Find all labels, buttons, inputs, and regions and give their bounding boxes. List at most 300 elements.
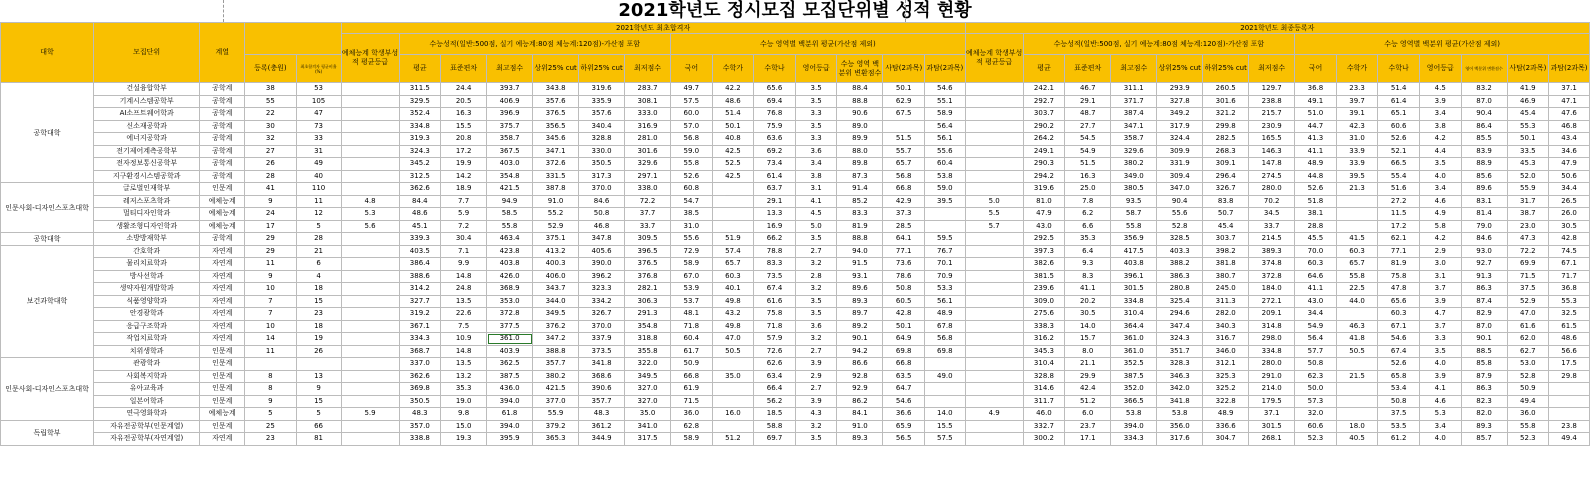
first-value-cell: 413.2 (533, 245, 579, 258)
final-value-cell: 14.0 (1065, 320, 1111, 333)
first-value-cell: 387.5 (487, 370, 533, 383)
unit-cell: 전자정보통신공학부 (94, 158, 200, 171)
first-arts-grade-cell (341, 308, 399, 321)
first-value-cell: 89.3 (837, 433, 883, 446)
final-value-cell: 45.4 (1203, 220, 1249, 233)
final-value-cell: 41.1 (1295, 145, 1337, 158)
final-score-col-header: 평균 (1023, 55, 1065, 83)
track-cell: 공학계 (200, 120, 245, 133)
final-value-cell (1336, 395, 1378, 408)
final-value-cell: 41.3 (1295, 133, 1337, 146)
final-value-cell: 34.4 (1295, 308, 1337, 321)
table-row (1, 395, 1590, 408)
first-arts-grade-cell (341, 383, 399, 396)
final-arts-grade-cell (965, 258, 1023, 271)
final-value-cell: 33.5 (1507, 145, 1549, 158)
first-value-cell: 83.3 (754, 258, 796, 271)
first-value-cell: 70.1 (925, 258, 966, 271)
first-value-cell: 3.9 (795, 395, 837, 408)
final-value-cell: 31.0 (1336, 133, 1378, 146)
final-value-cell: 34.4 (1549, 183, 1590, 196)
first-value-cell: 361.0 (487, 333, 533, 346)
enrolled-cell: 17 (245, 220, 296, 233)
final-value-cell: 396.1 (1111, 270, 1157, 283)
first-value-cell: 57.5 (671, 95, 713, 108)
final-value-cell: 46.8 (1549, 120, 1590, 133)
first-value-cell: 377.5 (487, 320, 533, 333)
final-value-cell: 48.9 (1295, 158, 1337, 171)
final-value-cell: 30.5 (1549, 220, 1590, 233)
first-value-cell: 357.6 (579, 108, 625, 121)
first-value-cell: 369.8 (399, 383, 441, 396)
final-value-cell: 51.4 (1378, 83, 1420, 96)
final-value-cell: 47.6 (1549, 108, 1590, 121)
first-value-cell: 387.8 (533, 183, 579, 196)
final-value-cell: 387.4 (1111, 108, 1157, 121)
final-value-cell: 3.9 (1419, 295, 1461, 308)
first-value-cell: 57.0 (671, 120, 713, 133)
table-row (1, 170, 1590, 183)
enrolled-cell: 8 (245, 383, 296, 396)
first-value-cell (712, 383, 754, 396)
first-value-cell: 94.2 (837, 345, 883, 358)
first-value-cell: 56.2 (754, 395, 796, 408)
final-value-cell: 60.3 (1378, 308, 1420, 321)
final-value-cell: 39.7 (1336, 95, 1378, 108)
track-cell: 인문계 (200, 420, 245, 433)
first-value-cell: 330.0 (579, 145, 625, 158)
first-value-cell: 338.8 (399, 433, 441, 446)
first-arts-grade-cell (341, 95, 399, 108)
first-value-cell: 2.7 (795, 245, 837, 258)
final-value-cell: 61.5 (1549, 320, 1590, 333)
ratio-cell: 28 (296, 233, 341, 246)
final-value-cell: 51.0 (1295, 108, 1337, 121)
final-value-cell: 32.5 (1549, 308, 1590, 321)
first-value-cell: 58.8 (754, 420, 796, 433)
first-value-cell: 349.5 (533, 308, 579, 321)
first-value-cell: 4.1 (795, 195, 837, 208)
first-value-cell: 59.5 (925, 233, 966, 246)
first-value-cell: 42.5 (712, 170, 754, 183)
final-value-cell: 299.8 (1203, 120, 1249, 133)
final-value-cell: 356.0 (1157, 420, 1203, 433)
first-value-cell: 405.6 (579, 245, 625, 258)
first-value-cell: 7.7 (441, 195, 487, 208)
table-row (1, 308, 1590, 321)
final-value-cell: 86.3 (1461, 283, 1507, 296)
final-value-cell: 334.8 (1111, 295, 1157, 308)
first-value-cell: 3.2 (795, 420, 837, 433)
first-value-cell: 53.9 (671, 283, 713, 296)
final-section-header: 2021학년도 최종등록자 (965, 23, 1589, 34)
first-value-cell: 376.8 (625, 270, 671, 283)
first-value-cell (712, 395, 754, 408)
final-value-cell: 3.9 (1419, 95, 1461, 108)
first-value-cell: 19.3 (441, 433, 487, 446)
enrolled-cell: 55 (245, 95, 296, 108)
first-arts-grade-cell (341, 233, 399, 246)
final-value-cell: 36.0 (1507, 408, 1549, 421)
page-title: 2021학년도 정시모집 모집단위별 성적 현황 (618, 0, 972, 21)
final-value-cell: 44.8 (1295, 170, 1337, 183)
final-value-cell: 394.0 (1111, 420, 1157, 433)
final-value-cell: 86.4 (1461, 120, 1507, 133)
final-value-cell: 53.8 (1157, 408, 1203, 421)
ratio-cell: 26 (296, 345, 341, 358)
final-value-cell: 275.6 (1023, 308, 1065, 321)
first-value-cell: 345.2 (399, 158, 441, 171)
final-pct-col-header: 수학나 (1378, 55, 1420, 83)
enrolled-group-header (245, 23, 341, 55)
final-value-cell: 290.2 (1023, 120, 1065, 133)
first-arts-grade-cell (341, 395, 399, 408)
first-value-cell: 372.8 (487, 308, 533, 321)
unit-cell: 응급구조학과 (94, 320, 200, 333)
final-value-cell: 85.5 (1461, 133, 1507, 146)
enrolled-cell: 30 (245, 120, 296, 133)
first-value-cell: 343.7 (533, 283, 579, 296)
track-cell: 자연계 (200, 295, 245, 308)
first-value-cell: 60.8 (671, 183, 713, 196)
final-value-cell: 321.2 (1203, 108, 1249, 121)
first-value-cell (925, 383, 966, 396)
first-value-cell: 331.5 (533, 170, 579, 183)
final-value-cell: 55.3 (1549, 295, 1590, 308)
first-value-cell: 311.5 (399, 83, 441, 96)
unit-header: 모집단위 (94, 23, 200, 83)
final-value-cell: 23.3 (1336, 83, 1378, 96)
final-arts-grade-cell (965, 158, 1023, 171)
final-value-cell: 54.9 (1295, 320, 1337, 333)
first-pct-col-header: 과탐(2과목) (925, 55, 966, 83)
final-value-cell: 44.0 (1336, 295, 1378, 308)
final-value-cell: 4.4 (1419, 145, 1461, 158)
unit-cell: 일본어학과 (94, 395, 200, 408)
unit-cell: 전기제어계측공학부 (94, 145, 200, 158)
final-value-cell: 380.5 (1111, 183, 1157, 196)
first-value-cell: 54.6 (925, 83, 966, 96)
final-value-cell: 56.4 (1295, 333, 1337, 346)
first-value-cell: 58.9 (671, 433, 713, 446)
first-value-cell: 394.0 (487, 395, 533, 408)
final-value-cell: 309.9 (1157, 145, 1203, 158)
first-csat-pct-header: 수능 영역별 백분위 평균(가산점 제외) (671, 34, 966, 55)
final-value-cell: 47.9 (1549, 158, 1590, 171)
first-value-cell: 3.5 (795, 295, 837, 308)
final-value-cell: 239.6 (1023, 283, 1065, 296)
table-row (1, 433, 1590, 446)
final-value-cell: 342.0 (1157, 383, 1203, 396)
first-value-cell: 55.8 (487, 220, 533, 233)
track-cell: 자연계 (200, 320, 245, 333)
final-value-cell: 61.6 (1507, 320, 1549, 333)
first-value-cell: 62.8 (671, 420, 713, 433)
track-cell: 자연계 (200, 283, 245, 296)
first-value-cell: 78.8 (754, 245, 796, 258)
final-value-cell: 45.5 (1295, 233, 1337, 246)
first-value-cell: 18.9 (441, 183, 487, 196)
final-value-cell: 52.0 (1507, 170, 1549, 183)
first-value-cell: 347.2 (533, 333, 579, 346)
first-value-cell: 31.0 (671, 220, 713, 233)
first-value-cell: 57.4 (712, 245, 754, 258)
unit-cell: 작업치료학과 (94, 333, 200, 346)
final-value-cell: 47.0 (1507, 308, 1549, 321)
final-value-cell: 3.7 (1419, 320, 1461, 333)
first-value-cell: 89.2 (837, 320, 883, 333)
first-value-cell: 87.3 (837, 170, 883, 183)
first-value-cell: 53.3 (925, 283, 966, 296)
first-value-cell: 60.3 (712, 270, 754, 283)
unit-cell: 안경광학과 (94, 308, 200, 321)
first-pct-col-header: 수학가 (712, 55, 754, 83)
final-value-cell: 397.3 (1023, 245, 1065, 258)
first-value-cell: 403.0 (487, 158, 533, 171)
final-value-cell: 50.8 (1295, 358, 1337, 371)
final-value-cell: 50.0 (1295, 383, 1337, 396)
first-value-cell: 379.2 (533, 420, 579, 433)
final-value-cell: 81.9 (1378, 258, 1420, 271)
first-value-cell: 14.2 (441, 170, 487, 183)
first-arts-grade-cell (341, 145, 399, 158)
final-value-cell: 62.0 (1507, 333, 1549, 346)
first-value-cell: 347.1 (533, 145, 579, 158)
page-break-line (905, 0, 906, 22)
final-value-cell: 49.1 (1295, 95, 1337, 108)
track-cell: 예체능계 (200, 195, 245, 208)
first-value-cell: 403.5 (399, 245, 441, 258)
final-value-cell: 90.1 (1461, 333, 1507, 346)
track-cell: 공학계 (200, 145, 245, 158)
first-value-cell: 69.8 (883, 345, 925, 358)
final-value-cell: 312.1 (1203, 358, 1249, 371)
unit-cell: 에너지공학과 (94, 133, 200, 146)
table-row (1, 383, 1590, 396)
final-value-cell: 340.3 (1203, 320, 1249, 333)
final-value-cell: 65.1 (1378, 108, 1420, 121)
final-value-cell: 2.9 (1419, 245, 1461, 258)
final-value-cell: 17.5 (1549, 358, 1590, 371)
first-value-cell: 396.5 (625, 245, 671, 258)
first-value-cell: 81.9 (837, 220, 883, 233)
first-value-cell: 51.4 (712, 108, 754, 121)
first-value-cell: 50.5 (712, 345, 754, 358)
first-value-cell: 48.1 (671, 308, 713, 321)
track-cell: 자연계 (200, 270, 245, 283)
first-value-cell: 67.5 (883, 108, 925, 121)
final-arts-grade-cell (965, 420, 1023, 433)
first-value-cell: 367.1 (399, 320, 441, 333)
first-value-cell: 319.2 (399, 308, 441, 321)
first-value-cell: 77.1 (883, 245, 925, 258)
first-value-cell: 56.8 (883, 170, 925, 183)
first-value-cell: 337.0 (399, 358, 441, 371)
final-value-cell: 29.1 (1065, 95, 1111, 108)
first-value-cell: 64.9 (883, 333, 925, 346)
first-value-cell: 9.8 (441, 408, 487, 421)
final-value-cell: 316.7 (1203, 333, 1249, 346)
first-value-cell: 3.5 (795, 308, 837, 321)
final-value-cell: 3.5 (1419, 345, 1461, 358)
first-value-cell: 71.8 (754, 320, 796, 333)
enrolled-cell: 29 (245, 245, 296, 258)
final-value-cell (1549, 408, 1590, 421)
college-header: 대학 (1, 23, 94, 83)
ratio-cell: 47 (296, 108, 341, 121)
first-value-cell: 283.7 (625, 83, 671, 96)
table-row (1, 370, 1590, 383)
first-arts-grade-cell: 5.6 (341, 220, 399, 233)
first-value-cell: 403.8 (487, 258, 533, 271)
final-value-cell: 4.2 (1419, 233, 1461, 246)
first-value-cell: 20.8 (441, 133, 487, 146)
final-value-cell: 371.7 (1111, 95, 1157, 108)
table-row (1, 195, 1590, 208)
first-value-cell: 92.9 (837, 383, 883, 396)
final-value-cell: 366.5 (1111, 395, 1157, 408)
first-value-cell: 463.4 (487, 233, 533, 246)
first-value-cell: 341.0 (625, 420, 671, 433)
first-value-cell: 73.5 (754, 270, 796, 283)
ratio-cell: 11 (296, 195, 341, 208)
final-value-cell: 8.0 (1065, 345, 1111, 358)
first-value-cell: 301.6 (625, 145, 671, 158)
enrolled-cell: 14 (245, 333, 296, 346)
first-value-cell: 64.1 (883, 233, 925, 246)
first-value-cell: 55.1 (925, 95, 966, 108)
first-value-cell: 57.9 (754, 333, 796, 346)
first-arts-grade-cell (341, 433, 399, 446)
first-value-cell: 65.6 (754, 83, 796, 96)
first-value-cell: 362.6 (399, 183, 441, 196)
ratio-cell: 19 (296, 333, 341, 346)
final-value-cell: 52.3 (1295, 433, 1337, 446)
final-value-cell: 53.5 (1378, 420, 1420, 433)
table-row (1, 345, 1590, 358)
unit-cell: 건설융합학부 (94, 83, 200, 96)
first-value-cell: 89.6 (837, 283, 883, 296)
final-value-cell: 4.2 (1419, 133, 1461, 146)
final-value-cell: 214.5 (1249, 233, 1295, 246)
final-value-cell: 85.6 (1461, 170, 1507, 183)
final-value-cell: 54.5 (1065, 133, 1111, 146)
ratio-cell: 40 (296, 170, 341, 183)
track-cell: 인문계 (200, 395, 245, 408)
final-value-cell: 280.0 (1249, 183, 1295, 196)
first-value-cell: 35.0 (625, 408, 671, 421)
first-value-cell: 355.8 (625, 345, 671, 358)
first-value-cell: 42.8 (883, 308, 925, 321)
final-value-cell: 388.2 (1157, 258, 1203, 271)
track-cell: 예체능계 (200, 208, 245, 221)
ratio-cell: 53 (296, 83, 341, 96)
college-cell: 인문사회-디자인스포츠대학 (1, 358, 94, 421)
first-value-cell: 60.5 (883, 295, 925, 308)
first-value-cell: 324.3 (399, 145, 441, 158)
final-value-cell: 8.3 (1065, 270, 1111, 283)
ratio-cell: 66 (296, 420, 341, 433)
first-value-cell: 89.7 (837, 308, 883, 321)
enrolled-cell: 32 (245, 133, 296, 146)
final-value-cell: 37.1 (1249, 408, 1295, 421)
final-value-cell: 290.3 (1023, 158, 1065, 171)
final-value-cell: 349.0 (1111, 170, 1157, 183)
first-score-col-header: 최저점수 (625, 55, 671, 83)
first-value-cell (925, 358, 966, 371)
first-value-cell: 333.0 (625, 108, 671, 121)
final-value-cell: 36.8 (1295, 83, 1337, 96)
final-value-cell: 55.4 (1378, 170, 1420, 183)
first-value-cell: 30.4 (441, 233, 487, 246)
final-arts-grade-cell (965, 383, 1023, 396)
table-row (1, 283, 1590, 296)
final-value-cell: 245.0 (1203, 283, 1249, 296)
final-value-cell: 90.4 (1157, 195, 1203, 208)
first-value-cell: 76.7 (925, 245, 966, 258)
first-value-cell: 61.6 (754, 295, 796, 308)
first-value-cell: 436.0 (487, 383, 533, 396)
college-cell: 독립학부 (1, 420, 94, 445)
final-value-cell: 92.7 (1461, 258, 1507, 271)
final-value-cell: 364.4 (1111, 320, 1157, 333)
final-value-cell (1336, 383, 1378, 396)
first-value-cell: 368.6 (579, 370, 625, 383)
first-value-cell: 55.9 (533, 408, 579, 421)
first-value-cell: 50.8 (883, 283, 925, 296)
final-value-cell: 351.7 (1157, 345, 1203, 358)
final-value-cell: 387.5 (1111, 370, 1157, 383)
first-value-cell: 72.9 (671, 245, 713, 258)
final-score-col-header: 최저점수 (1249, 55, 1295, 83)
first-value-cell: 421.5 (487, 183, 533, 196)
final-value-cell: 3.1 (1419, 270, 1461, 283)
first-value-cell: 394.0 (487, 420, 533, 433)
final-arts-grade-cell (965, 233, 1023, 246)
final-value-cell: 280.8 (1157, 283, 1203, 296)
final-value-cell: 325.2 (1203, 383, 1249, 396)
final-value-cell: 282.0 (1203, 308, 1249, 321)
final-value-cell: 358.7 (1111, 133, 1157, 146)
first-arts-grade-cell (341, 370, 399, 383)
final-value-cell: 60.6 (1378, 120, 1420, 133)
final-value-cell: 43.0 (1295, 295, 1337, 308)
unit-cell: 멀티디자인학과 (94, 208, 200, 221)
final-value-cell: 52.3 (1507, 433, 1549, 446)
first-value-cell: 88.8 (837, 95, 883, 108)
final-value-cell: 298.0 (1249, 333, 1295, 346)
final-value-cell: 50.1 (1507, 133, 1549, 146)
final-arts-grade-cell (965, 270, 1023, 283)
first-value-cell: 16.0 (712, 408, 754, 421)
final-value-cell: 4.1 (1419, 383, 1461, 396)
first-pct-col-header: 사탐(2과목) (883, 55, 925, 83)
final-value-cell: 345.3 (1023, 345, 1065, 358)
final-value-cell: 52.6 (1378, 133, 1420, 146)
final-value-cell: 3.4 (1419, 183, 1461, 196)
final-value-cell: 40.5 (1336, 433, 1378, 446)
first-value-cell: 78.6 (883, 270, 925, 283)
ratio-cell: 31 (296, 145, 341, 158)
college-cell: 공학대학 (1, 83, 94, 183)
unit-cell: 소방방재학부 (94, 233, 200, 246)
final-value-cell: 4.0 (1419, 170, 1461, 183)
final-value-cell: 32.0 (1295, 408, 1337, 421)
unit-cell: 방사선학과 (94, 270, 200, 283)
final-value-cell: 60.6 (1295, 420, 1337, 433)
final-pct-col-header: 영어등급 (1419, 55, 1461, 83)
first-value-cell: 370.0 (579, 183, 625, 196)
